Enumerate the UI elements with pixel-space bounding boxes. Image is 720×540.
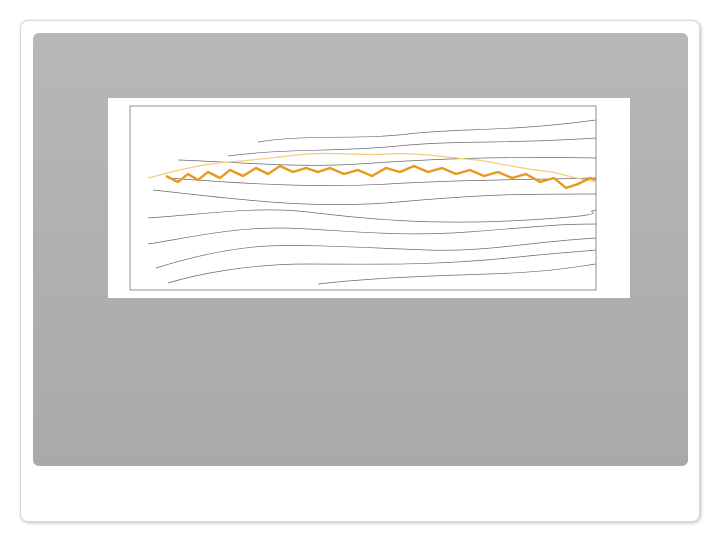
isentrope-line bbox=[148, 210, 596, 222]
isentrope-line bbox=[258, 120, 596, 142]
isentrope-line bbox=[168, 178, 596, 186]
isentrope-line bbox=[168, 250, 596, 283]
isentrope-line bbox=[153, 190, 596, 205]
plot-frame bbox=[130, 106, 596, 290]
cross-section-svg bbox=[108, 98, 630, 298]
isentrope-line bbox=[148, 224, 596, 244]
isentrope-lines bbox=[148, 120, 596, 284]
cross-section-figure bbox=[108, 98, 630, 298]
isentrope-line bbox=[156, 238, 596, 268]
isentrope-line bbox=[318, 264, 596, 284]
isentrope-line bbox=[228, 138, 596, 156]
